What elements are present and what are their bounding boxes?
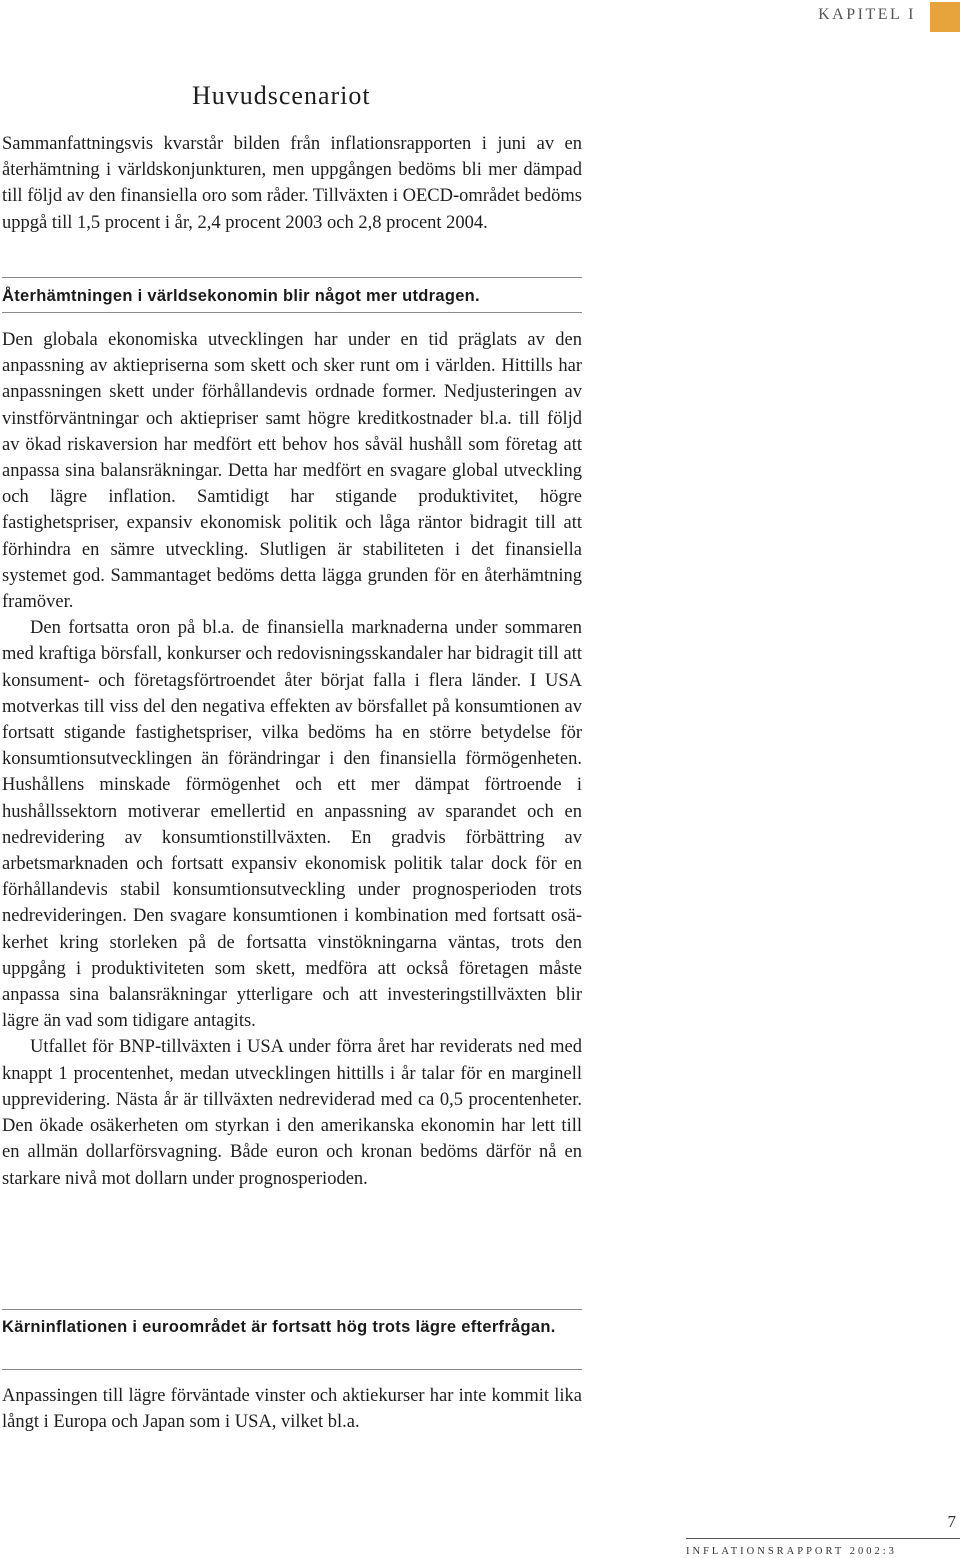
footer-rule (686, 1538, 960, 1539)
subheading-1: Återhämtningen i världsekonomin blir något mer utdragen. (2, 287, 480, 305)
section-2-text (2, 1383, 582, 1435)
subheading-1-bottom-rule (2, 312, 582, 313)
section-1-text (2, 327, 582, 1192)
body-paragraph: Den globala ekonomiska utvecklingen har under en tid präglats av den anpassning av aktiepriserna som skett och sker runt om i världen. Hittills har anpassningen skett under förhållandevis ordnade former. Nedjusteringen av vinstförväntningar och aktiepriser samt högre kreditkostnader bl.a. till följd av ökad riskaversion har medfört ett behov hos såväl hushåll som företag att anpassa sina balansräkningar. Detta har medfört en svagare global utveckling och lägre inflation. Samtidigt har stigande produktivitet, högre fastighetspriser, expansiv ekonomisk politik och låga räntor bidragit till att förhindra en sämre utveckling. Slutligen är stabiliteten i det finansiella systemet god. Sammantaget bedöms detta lägga grunden för en återhämtning framöver. (2, 330, 582, 613)
intro-block (2, 131, 582, 236)
subheading-2: Kärninflationen i euroområdet är fortsatt hög trots lägre efterfrågan. (2, 1318, 556, 1336)
body-paragraph: Anpassingen till lägre förväntade vinster och aktiekurser har inte kommit lika långt i Europa och Japan som i USA, vilket bl.a. (2, 1386, 582, 1433)
subheading-2-bottom-rule (2, 1369, 582, 1370)
body-paragraph: Den fortsatta oron på bl.a. de finansiella marknaderna under sommaren med kraftiga börsfall, konkurser och redovisningsskandaler har bidragit till att konsument- och företagsförtroendet åter börjat falla i flera länder. I USA motverkas till viss del den negativa effekten av börsfallet på konsumtionen av fortsatt stigande fastighetspriser, vilka bedöms ha en större betydelse för konsumtionsutvecklingen än förändringar i den finansiella förmögenheten. Hushållens minskade förmögenhet och ett mer dämpat förtroende i hushållssektorn motiverar emellertid en anpassning av sparandet och en nedrevidering av konsumtionstillväxten. En gradvis förbättring av arbetsmarknaden och fortsatt expansiv ekonomisk politik talar dock för en förhållandevis stabil konsumtionsutveckling under prognosperioden trots nedrevideringen. Den svagare konsumtionen i kombination med fortsatt osäkerhet kring storleken på de fortsatta vinstökningarna väntas, trots den uppgång i produktiviteten som skett, medföra att också företagen måste anpassa sina balansräkningar ytterligare och att investeringstillväxten blir lägre än vad som tidigare antagits. (2, 618, 582, 1032)
subheading-1-top-rule (2, 277, 582, 278)
body-paragraph: Utfallet för BNP-tillväxten i USA under förra året har reviderats ned med knappt 1 procentenhet, medan utvecklingen hittills i år talar för en marginell upprevidering. Nästa år är tillväxten nedreviderad med ca 0,5 procentenheter. Den ökade osäkerheten om styrkan i den amerikanska ekonomin har lett till en allmän dollarförsvagning. Både euron och kronan bedöms därför nå en starkare nivå mot dollarn under prognosperioden. (2, 1037, 582, 1189)
chapter-label: KAPITEL I (818, 6, 916, 23)
page-number: 7 (947, 1512, 956, 1531)
chapter-color-marker (930, 2, 960, 32)
publication-label: INFLATIONSRAPPORT 2002:3 (686, 1546, 897, 1557)
subheading-2-top-rule (2, 1309, 582, 1310)
intro-paragraph: Sammanfattningsvis kvarstår bilden från inflationsrapporten i juni av en återhämtning i världskonjunkturen, men uppgången bedöms bli mer dämpad till följd av den finansiella oro som råder. Tillväxten i OECD-området bedöms uppgå till 1,5 procent i år, 2,4 procent 2003 och 2,8 procent 2004. (2, 134, 582, 233)
section-title: Huvudscenariot (192, 81, 371, 110)
